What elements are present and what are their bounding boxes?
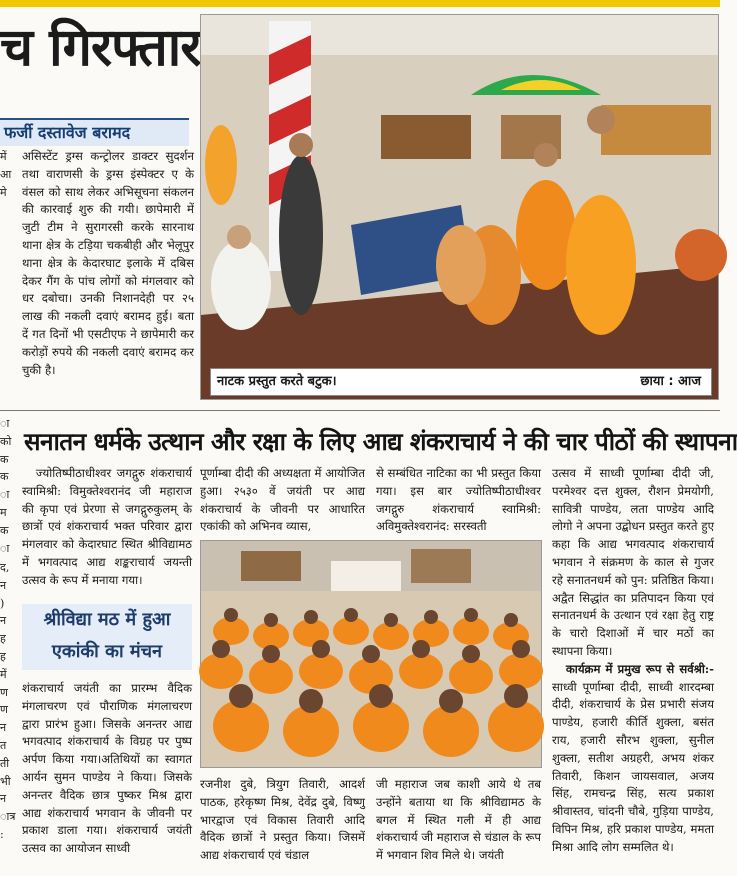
- caption-text: नाटक प्रस्तुत करते बटुक।: [217, 374, 337, 389]
- top-story-paragraph: असिस्टेंट ड्रग्स कन्ट्रोलर डाक्टर सुदर्शन तथा वाराणसी के ड्रग्स इंस्पेक्टर ए के वंसल को साथ लेकर अभिसूचना संकलन की कारवाई शुरु की गयी। छापेमारी में जुटी टीम ने सुरागरसी करके सारनाथ थाना क्षेत्र के टड़िया चकबीही और भेलूपुर थाना क्षेत्र के केदारघाट इलाके में दबिस देकर गैंग के पांच लोगों को मंगलवार को धर दबोचा। उनकी निशानदेही पर २५ लाख की नकली दवाएं बरामद हुई। बता दें गत दिनों भी एसटीएफ ने छापेमारी कर करोड़ों रुपये की नकली दवाएं बरामद कर चुकी है।: [22, 149, 194, 377]
- column-3-bottom: [376, 776, 541, 868]
- left-stub-bottom: [0, 470, 16, 870]
- stub-line: [0, 273, 10, 291]
- stub-line: क: [0, 470, 9, 484]
- stub-line: [0, 290, 10, 308]
- stub-line: म: [0, 505, 7, 519]
- column-4-paragraph-1: उत्सव में साध्वी पूर्णाम्बा दीदी जी, परमेश्वर दत्त शुक्ल, रौशन प्रेमयोगी, सावित्री पाण्डेय, लता पाण्डेय आदि लोगो ने अपना उद्बोधन प्रस्तुत करते हुए कहा कि आद्य भगवत्पाद शंकराचार्य भगवान ने संक्रमण के काल से गुजर रहे सनातनधर्म को पुन: प्रतिष्ठित किया। अद्वैत सिद्धांत का प्रतिपादन किया एवं सनातनधर्म के उत्थान एवं रक्षा हेतु राष्ट्र के चारो दिशाओं में चार मठों का स्थापना किया।: [552, 466, 714, 658]
- column-1-bottom: [22, 680, 192, 866]
- stub-line: न: [0, 614, 7, 628]
- stub-line: ण: [0, 703, 8, 717]
- top-story-body: [22, 148, 194, 398]
- stub-line: [0, 237, 10, 255]
- stub-line: [0, 308, 10, 326]
- subhead-box-text: श्रीविद्या मठ में हुआ एकांकी का मंचन: [43, 609, 171, 662]
- main-headline: सनातन धर्मके उत्थान और रक्षा के लिए आद्य शंकराचार्य ने की चार पीठों की स्थापना: [24, 427, 737, 456]
- stub-line: को: [0, 434, 12, 448]
- column-2-bottom-text: रजनीश दुबे, त्रियुग तिवारी, आदर्श पाठक, हरेकृष्ण मिश्र, देवेंद्र दुबे, विष्णु भारद्वाज एवं विकास तिवारी आदि वैदिक छात्रों ने प्रस्तुत किया। जिसमें आद्य शंकराचार्य एवं चंडाल: [200, 777, 365, 863]
- attendees-list: साध्वी पूर्णाम्बा दीदी, साध्वी शारदम्बा दीदी, शंकराचार्य के प्रेस प्रभारी संजय पाण्डेय, हजारी कीर्ति शुक्ला, बसंत राय, हजारी सौरभ शुक्ला, सुनील शुक्ला, सतीश अग्रहरी, अभय शंकर तिवारी, किशन जायसवाल, अजय सिंह, रामचन्द्र सिंह, सत्य प्रकाश श्रीवास्तव, चांदनी चौबे, गुड़िया पाण्डेय, विपिन मिश्र, हरि प्रकाश पाण्डेय, ममता मिश्रा आदि लोग सम्मलित थे।: [552, 679, 714, 854]
- ceremony-paragraph: शंकराचार्य जयंती का प्रारम्भ वैदिक मंगलाचरण एवं पौराणिक मंगलाचरण द्वारा प्रारंभ हुआ। जिसके अनन्तर आद्य भगवत्पाद शंकराचार्य के विग्रह पर पुष्प अर्पण किया गया।अतिथियों का स्वागत आर्यन सुमन पाण्डेय ने किया। जिसके अनन्तर वैदिक छात्र पुष्कर मिश्र द्वारा आद्य शंकराचार्य भगवान के जीवनी पर प्रकाश डाला गया। शंकराचार्य जयंती उत्सव का आयोजन साध्वी: [22, 681, 192, 856]
- stub-line: क: [0, 523, 9, 537]
- stub-line: [0, 344, 10, 362]
- left-stub-top: [0, 148, 12, 555]
- stub-line: [0, 362, 10, 380]
- divider: [0, 410, 720, 411]
- subhead-box: [22, 604, 192, 670]
- stub-line: आ: [0, 167, 12, 181]
- stub-line: मे: [0, 185, 7, 199]
- stub-line: [0, 541, 12, 559]
- stub-line: द,: [0, 560, 10, 574]
- attendees-lead: कार्यक्रम में प्रमुख रूप से सर्वश्री:-: [565, 661, 714, 676]
- stub-line: ती: [0, 756, 10, 770]
- stub-line: ह: [0, 632, 6, 646]
- column-2-bottom: [200, 776, 365, 868]
- main-photo: [200, 14, 719, 400]
- stub-line: [0, 219, 10, 237]
- stub-line: [0, 523, 12, 541]
- column-3-top: [376, 465, 541, 537]
- stub-line: ण: [0, 685, 8, 699]
- stub-line: ा: [0, 416, 10, 430]
- column-4: [552, 465, 714, 869]
- top-story-subheading: फर्जी दस्तावेज बरामद: [0, 118, 189, 146]
- stub-line: न: [0, 792, 7, 806]
- top-story-headline: च गिरफ्तार: [0, 18, 201, 78]
- column-3-bottom-text: जी महाराज जब काशी आये थे तब उन्होंने बताया था कि श्रीविद्यामठ के बगल में स्थित गली में ही आद्य शंकराचार्य जी महाराज से चंडाल के रूप में भगवान शिव मिले थे। जयंती: [376, 777, 541, 863]
- top-color-bar: [0, 0, 720, 7]
- stub-line: ात्र: [0, 810, 16, 824]
- stub-line: भी: [0, 774, 11, 788]
- stub-line: में: [0, 150, 7, 163]
- column-2-top-text: पूर्णाम्बा दीदी की अध्यक्षता में आयोजित हुआ। २५३० वें जयंती पर आद्य शंकराचार्य के जीवनी पर आधारित एकांकी को अभिनव व्यास,: [200, 466, 365, 534]
- stub-line: [0, 397, 10, 415]
- stub-line: न: [0, 578, 7, 592]
- stub-line: [0, 470, 12, 488]
- stub-line: त: [0, 738, 7, 752]
- stub-line: [0, 488, 12, 506]
- column-2-top: [200, 465, 365, 537]
- students-seated-image: [201, 541, 541, 767]
- stub-line: क: [0, 452, 9, 466]
- stub-line: [0, 379, 10, 397]
- column-4-paragraph-2: [552, 661, 714, 857]
- column-1-top: [22, 465, 192, 601]
- stub-line: [0, 506, 12, 524]
- intro-paragraph: ज्योतिष्पीठाधीश्वर जगद्गुरु शंकराचार्य स्वामिश्री: विमुक्तेश्वरानंद जी महाराज की कृपा एवं प्रेरणा से जगद्गुरुकुलम् के छात्रों एवं शंकराचार्य भक्त परिवार द्वारा मंगलवार को केदारघाट स्थित श्रीविद्यामठ में भगवत्पाद आद्य शङ्कराचार्य जयन्ती उत्सव के रूप में मनाया गया।: [22, 466, 192, 587]
- stub-line: ह: [0, 649, 6, 663]
- column-3-top-text: से सम्बंधित नाटिका का भी प्रस्तुत किया गया। इस बार ज्योतिष्पीठाधीश्वर जगद्गुरु शंकराचार्य स्वामिश्री: अविमुक्तेश्वरानंद: सरस्वती: [376, 466, 541, 534]
- stub-line: ा: [0, 541, 10, 555]
- stub-line: ): [0, 596, 5, 610]
- stub-line: ा: [0, 488, 10, 502]
- stub-line: [0, 201, 10, 219]
- stub-line: में: [0, 667, 7, 681]
- stub-line: :: [0, 827, 4, 841]
- drama-scene-image: [201, 15, 718, 399]
- stub-line: न: [0, 721, 7, 735]
- photo-credit: छाया : आज: [640, 374, 701, 389]
- stub-line: [0, 326, 10, 344]
- photo-caption: [210, 368, 712, 396]
- students-photo: [200, 540, 542, 768]
- stub-line: [0, 255, 10, 273]
